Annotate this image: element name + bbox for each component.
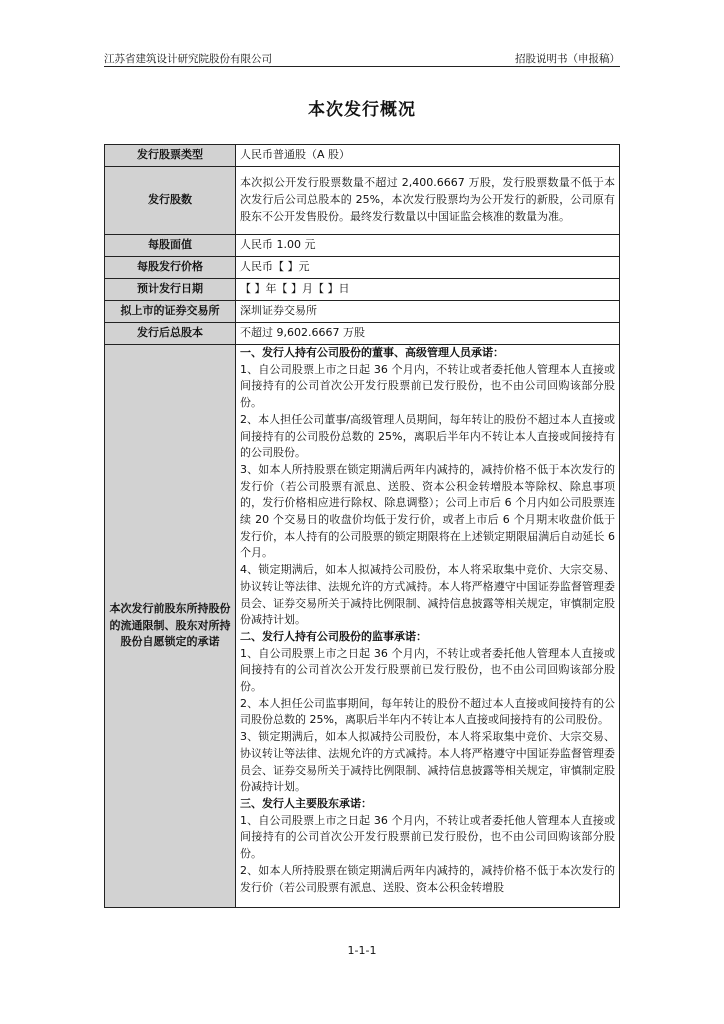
table-row xyxy=(105,257,620,279)
commitments-label: 本次发行前股东所持股份的流通限制、股东对所持股份自愿锁定的承诺 xyxy=(105,345,236,908)
commitments-text xyxy=(240,345,615,907)
row-label: 发行股数 xyxy=(105,167,236,235)
row-value: 本次拟公开发行股票数量不超过 2,400.6667 万股，发行股票数量不低于本次发行后公司总股本的 25%，本次发行股票均为公开发行的新股，公司原有股东不公开发售股份。最终发行数量以中国证监会核准的数量为准。 xyxy=(236,167,620,235)
row-label: 每股面值 xyxy=(105,235,236,257)
row-value: 人民币 1.00 元 xyxy=(236,235,620,257)
commitment-item: 2、如本人所持股票在锁定期满后两年内减持的，减持价格不低于本次发行的发行价（若公司股票有派息、送股、资本公积金转增股 xyxy=(240,863,615,894)
offering-overview-table xyxy=(104,144,620,908)
table-row xyxy=(105,167,620,235)
section-heading: 一、发行人持有公司股份的董事、高级管理人员承诺： xyxy=(240,346,504,359)
page-header xyxy=(104,48,620,67)
commitment-item: 1、自公司股票上市之日起 36 个月内，不转让或者委托他人管理本人直接或间接持有的公司首次公开发行股票前已发行股份，也不由公司回购该部分股份。 xyxy=(240,813,615,861)
table-row xyxy=(105,235,620,257)
header-company: 江苏省建筑设计研究院股份有限公司 xyxy=(104,53,272,65)
commitment-item: 2、本人担任公司监事期间，每年转让的股份不超过本人直接或间接持有的公司股份总数的 25%，离职后半年内不转让本人直接或间接持有的公司股份。 xyxy=(240,696,615,727)
row-label: 每股发行价格 xyxy=(105,257,236,279)
row-label: 发行后总股本 xyxy=(105,323,236,345)
commitment-item: 1、自公司股票上市之日起 36 个月内，不转让或者委托他人管理本人直接或间接持有的公司首次公开发行股票前已发行股份，也不由公司回购该部分股份。 xyxy=(240,362,615,410)
row-value: 人民币普通股（A 股） xyxy=(236,145,620,167)
row-label: 拟上市的证券交易所 xyxy=(105,301,236,323)
row-value: 【 】年【 】月【 】日 xyxy=(236,279,620,301)
page-number: 1-1-1 xyxy=(347,944,377,957)
header-doc-type: 招股说明书（申报稿） xyxy=(515,53,620,65)
commitment-item: 3、锁定期满后，如本人拟减持公司股份，本人将采取集中竞价、大宗交易、协议转让等法律、法规允许的方式减持。本人将严格遵守中国证券监督管理委员会、证券交易所关于减持比例限制、减持信息披露等相关规定，审慎制定股份减持计划。 xyxy=(240,730,615,794)
section-heading: 二、发行人持有公司股份的监事承诺： xyxy=(240,629,427,643)
table-row xyxy=(105,145,620,167)
row-label: 预计发行日期 xyxy=(105,279,236,301)
table-row-commitments xyxy=(105,345,620,908)
commitment-item: 4、锁定期满后，如本人拟减持公司股份，本人将采取集中竞价、大宗交易、协议转让等法律、法规允许的方式减持。本人将严格遵守中国证券监督管理委员会、证券交易所关于减持比例限制、减持信息披露等相关规定，审慎制定股份减持计划。 xyxy=(240,563,615,627)
table-row xyxy=(105,301,620,323)
row-value: 人民币【 】元 xyxy=(236,257,620,279)
table-row xyxy=(105,279,620,301)
row-value: 深圳证券交易所 xyxy=(236,301,620,323)
commitment-item: 3、如本人所持股票在锁定期满后两年内减持的，减持价格不低于本次发行的发行价（若公司股票有派息、送股、资本公积金转增股本等除权、除息事项的，发行价格相应进行除权、除息调整）；公司上市后 6 个月内如公司股票连续 20 个交易日的收盘价均低于发行价，或者上市后 6 个月期末收盘价低于发行价，本人持有的公司股票的锁定期限将在上述锁定期限届满后自动延长 6 个月。 xyxy=(240,462,615,560)
commitment-item: 2、本人担任公司董事/高级管理人员期间，每年转让的股份不超过本人直接或间接持有的公司股份总数的 25%，离职后半年内不转让本人直接或间接持有的公司股份。 xyxy=(240,412,615,460)
page-title: 本次发行概况 xyxy=(308,100,416,120)
table-row xyxy=(105,323,620,345)
commitments-content xyxy=(236,345,620,908)
section-heading: 三、发行人主要股东承诺： xyxy=(240,796,372,810)
commitment-item: 1、自公司股票上市之日起 36 个月内，不转让或者委托他人管理本人直接或间接持有的公司首次公开发行股票前已发行股份，也不由公司回购该部分股份。 xyxy=(240,646,615,694)
row-value: 不超过 9,602.6667 万股 xyxy=(236,323,620,345)
row-label: 发行股票类型 xyxy=(105,145,236,167)
